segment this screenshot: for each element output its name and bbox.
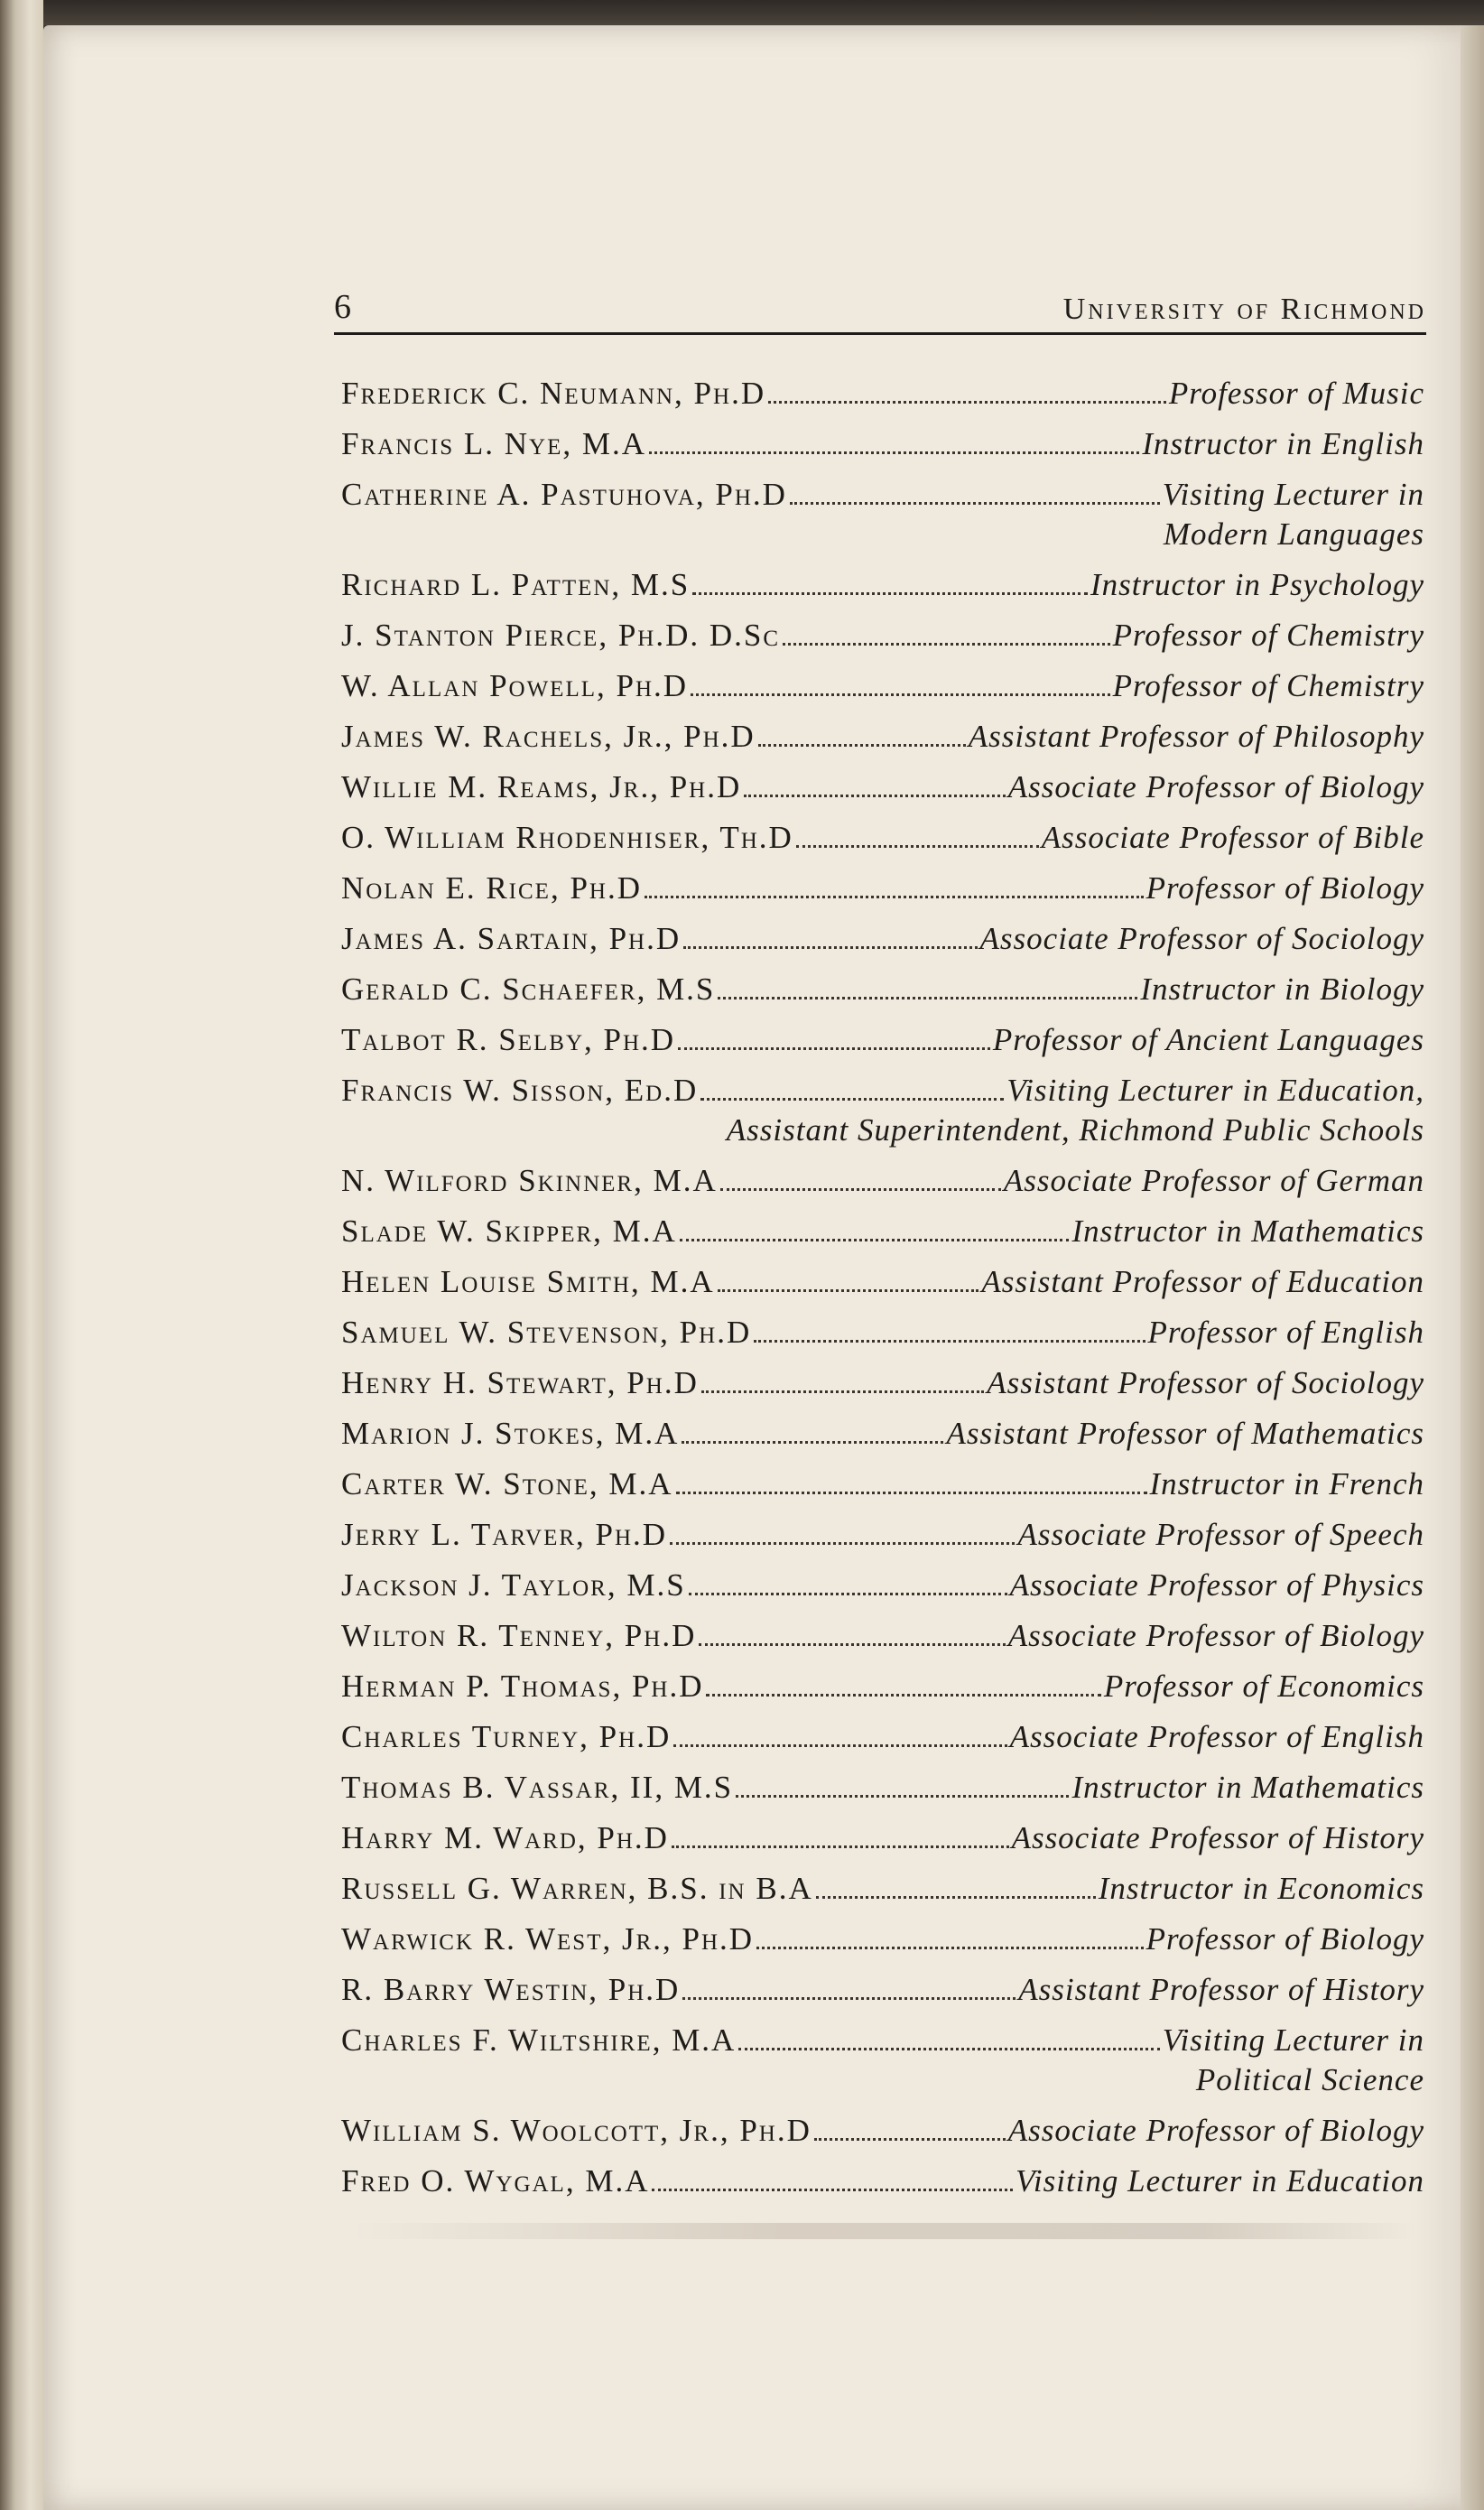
faculty-entry <box>341 970 1424 1009</box>
faculty-entry <box>341 1869 1424 1909</box>
faculty-name: Samuel W. Stevenson, Ph.D <box>341 1315 752 1350</box>
faculty-title: Visiting Lecturer in <box>1162 2022 1424 2058</box>
faculty-title: Associate Professor of Bible <box>1041 820 1424 855</box>
dot-leader <box>720 1188 1001 1191</box>
dot-leader <box>691 693 1110 696</box>
faculty-entry-row <box>341 2161 1424 2201</box>
faculty-name: William S. Woolcott, Jr., Ph.D <box>341 2113 812 2148</box>
faculty-entry <box>341 1020 1424 1060</box>
dot-leader <box>692 592 1088 595</box>
dot-leader <box>790 502 1160 505</box>
faculty-name: Richard L. Patten, M.S <box>341 567 691 602</box>
faculty-name: Charles F. Wiltshire, M.A <box>341 2022 737 2058</box>
faculty-name: Russell G. Warren, B.S. in B.A <box>341 1871 813 1906</box>
faculty-name: R. Barry Westin, Ph.D <box>341 1972 681 2007</box>
dot-leader <box>645 896 1144 898</box>
faculty-entry-row <box>341 767 1424 807</box>
faculty-entry <box>341 1464 1424 1504</box>
faculty-entry-row <box>341 1768 1424 1808</box>
faculty-list <box>341 374 1424 2212</box>
dot-leader <box>678 1047 990 1050</box>
faculty-entry-row <box>341 1717 1424 1757</box>
faculty-title: Professor of Music <box>1168 376 1424 411</box>
faculty-entry-row <box>341 1071 1424 1111</box>
faculty-entry <box>341 767 1424 807</box>
dot-leader <box>683 946 977 949</box>
book-spine <box>0 0 43 2510</box>
faculty-title-continuation: Assistant Superintendent, Richmond Public Schools <box>726 1112 1424 1148</box>
faculty-title: Visiting Lecturer in <box>1162 477 1424 512</box>
faculty-title: Assistant Professor of History <box>1018 1972 1424 2007</box>
faculty-title: Instructor in Biology <box>1140 971 1424 1007</box>
faculty-title: Professor of Chemistry <box>1112 618 1424 653</box>
dot-leader <box>744 795 1005 797</box>
dot-leader <box>756 1947 1144 1949</box>
faculty-entry-row <box>341 374 1424 414</box>
dot-leader <box>706 1694 1100 1697</box>
faculty-title: Associate Professor of Physics <box>1009 1567 1424 1603</box>
faculty-title: Associate Professor of English <box>1009 1719 1424 1754</box>
faculty-name: Charles Turney, Ph.D <box>341 1719 672 1754</box>
faculty-entry <box>341 818 1424 858</box>
faculty-entry <box>341 1212 1424 1251</box>
faculty-title: Associate Professor of German <box>1003 1163 1424 1198</box>
faculty-title: Assistant Professor of Mathematics <box>946 1416 1424 1451</box>
faculty-entry-row <box>341 919 1424 959</box>
faculty-entry-row <box>341 1515 1424 1555</box>
faculty-title: Professor of Economics <box>1103 1669 1424 1704</box>
faculty-entry-row <box>341 970 1424 1009</box>
faculty-name: Harry M. Ward, Ph.D <box>341 1820 669 1855</box>
dot-leader <box>758 744 966 747</box>
faculty-entry-row <box>341 818 1424 858</box>
faculty-entry <box>341 1818 1424 1858</box>
faculty-entry <box>341 1515 1424 1555</box>
faculty-name: Jerry L. Tarver, Ph.D <box>341 1517 668 1552</box>
faculty-entry <box>341 869 1424 908</box>
faculty-entry <box>341 424 1424 464</box>
faculty-entry-row <box>341 1920 1424 1959</box>
faculty-title: Associate Professor of Biology <box>1007 2113 1424 2148</box>
faculty-name: Warwick R. West, Jr., Ph.D <box>341 1921 755 1957</box>
dot-leader <box>672 1845 1009 1848</box>
faculty-entry <box>341 1363 1424 1403</box>
faculty-entry <box>341 717 1424 757</box>
faculty-entry-row <box>341 1363 1424 1403</box>
faculty-title: Associate Professor of Sociology <box>979 921 1424 956</box>
dot-leader <box>738 2048 1159 2050</box>
faculty-entry-row <box>341 1464 1424 1504</box>
faculty-entry-row <box>341 717 1424 757</box>
dot-leader <box>673 1744 1006 1747</box>
faculty-name: J. Stanton Pierce, Ph.D. D.Sc <box>341 618 781 653</box>
faculty-entry <box>341 1717 1424 1757</box>
faculty-entry-row <box>341 1869 1424 1909</box>
faculty-name: O. William Rhodenhiser, Th.D <box>341 820 793 855</box>
faculty-title-continuation: Modern Languages <box>1163 516 1424 552</box>
faculty-entry-row <box>341 616 1424 655</box>
faculty-entry-row <box>341 424 1424 464</box>
faculty-entry <box>341 2161 1424 2201</box>
book-cover-edge <box>0 0 1484 25</box>
faculty-entry-row <box>341 1212 1424 1251</box>
faculty-title: Professor of English <box>1147 1315 1424 1350</box>
faculty-title: Professor of Ancient Languages <box>992 1022 1424 1057</box>
faculty-entry-row <box>341 2021 1424 2060</box>
dot-leader <box>816 1896 1096 1899</box>
dot-leader <box>814 2138 1006 2141</box>
faculty-name: Gerald C. Schaefer, M.S <box>341 971 716 1007</box>
faculty-entry <box>341 1768 1424 1808</box>
faculty-name: Talbot R. Selby, Ph.D <box>341 1022 676 1057</box>
faculty-entry-row <box>341 1414 1424 1454</box>
dot-leader <box>652 2189 1013 2191</box>
faculty-title: Visiting Lecturer in Education <box>1016 2163 1424 2199</box>
faculty-name: Francis L. Nye, M.A <box>341 426 647 461</box>
faculty-title: Associate Professor of Speech <box>1017 1517 1424 1552</box>
faculty-entry <box>341 616 1424 655</box>
faculty-title: Instructor in Economics <box>1098 1871 1424 1906</box>
dot-leader <box>754 1340 1145 1343</box>
faculty-title: Visiting Lecturer in Education, <box>1006 1073 1424 1108</box>
faculty-entry <box>341 666 1424 706</box>
faculty-title: Professor of Biology <box>1145 1921 1424 1957</box>
faculty-title: Instructor in Mathematics <box>1071 1213 1424 1249</box>
faculty-name: N. Wilford Skinner, M.A <box>341 1163 718 1198</box>
faculty-entry-row <box>341 475 1424 515</box>
faculty-title: Associate Professor of History <box>1011 1820 1424 1855</box>
faculty-name: Frederick C. Neumann, Ph.D <box>341 376 766 411</box>
faculty-entry-row <box>341 2111 1424 2151</box>
faculty-entry <box>341 1161 1424 1201</box>
page-number: 6 <box>334 288 351 326</box>
faculty-title-continuation: Political Science <box>1195 2062 1424 2097</box>
faculty-entry <box>341 2021 1424 2100</box>
faculty-entry-row <box>341 1667 1424 1706</box>
dot-leader <box>676 1492 1147 1494</box>
faculty-name: James A. Sartain, Ph.D <box>341 921 682 956</box>
faculty-title: Assistant Professor of Sociology <box>987 1365 1424 1400</box>
page-header <box>334 287 1426 335</box>
faculty-name: Fred O. Wygal, M.A <box>341 2163 650 2199</box>
dot-leader <box>718 997 1137 999</box>
faculty-name: W. Allan Powell, Ph.D <box>341 668 689 703</box>
faculty-entry <box>341 1071 1424 1150</box>
faculty-name: Willie M. Reams, Jr., Ph.D <box>341 769 742 804</box>
dot-leader <box>768 401 1166 404</box>
faculty-title: Professor of Chemistry <box>1112 668 1424 703</box>
dot-leader <box>701 1390 984 1393</box>
faculty-title: Instructor in English <box>1142 426 1424 461</box>
faculty-entry-row <box>341 565 1424 605</box>
faculty-name: James W. Rachels, Jr., Ph.D <box>341 719 756 754</box>
faculty-name: Carter W. Stone, M.A <box>341 1466 673 1501</box>
faculty-entry <box>341 1616 1424 1656</box>
faculty-entry-row <box>341 1566 1424 1605</box>
faculty-entry-row <box>341 1313 1424 1353</box>
page-edge <box>1461 25 1484 2510</box>
dot-leader <box>682 1441 943 1444</box>
dot-leader <box>736 1795 1069 1798</box>
dot-leader <box>680 1239 1070 1241</box>
faculty-entry-row <box>341 1262 1424 1302</box>
faculty-entry-row <box>341 1970 1424 2010</box>
dot-leader <box>670 1542 1015 1545</box>
faculty-entry-row <box>341 1818 1424 1858</box>
dot-leader <box>649 451 1139 454</box>
faculty-entry <box>341 1970 1424 2010</box>
running-head: University of Richmond <box>1062 293 1426 326</box>
faculty-entry <box>341 1313 1424 1353</box>
faculty-name: Nolan E. Rice, Ph.D <box>341 870 642 906</box>
faculty-title: Assistant Professor of Philosophy <box>968 719 1424 754</box>
faculty-name: Herman P. Thomas, Ph.D <box>341 1669 704 1704</box>
faculty-name: Catherine A. Pastuhova, Ph.D <box>341 477 787 512</box>
faculty-entry <box>341 1667 1424 1706</box>
bleed-through-smudge <box>352 2223 1417 2239</box>
faculty-entry-row <box>341 1161 1424 1201</box>
faculty-name: Jackson J. Taylor, M.S <box>341 1567 686 1603</box>
faculty-title: Associate Professor of Biology <box>1007 1618 1424 1653</box>
faculty-name: Slade W. Skipper, M.A <box>341 1213 677 1249</box>
faculty-entry <box>341 919 1424 959</box>
faculty-title: Professor of Biology <box>1145 870 1424 906</box>
faculty-title: Assistant Professor of Education <box>981 1264 1424 1299</box>
faculty-entry <box>341 1920 1424 1959</box>
faculty-entry <box>341 475 1424 554</box>
faculty-name: Marion J. Stokes, M.A <box>341 1416 680 1451</box>
faculty-title: Instructor in Psychology <box>1090 567 1424 602</box>
faculty-title: Associate Professor of Biology <box>1007 769 1424 804</box>
faculty-name: Henry H. Stewart, Ph.D <box>341 1365 699 1400</box>
dot-leader <box>796 845 1039 848</box>
faculty-entry <box>341 1414 1424 1454</box>
dot-leader <box>700 1098 1004 1101</box>
faculty-name: Helen Louise Smith, M.A <box>341 1264 715 1299</box>
dot-leader <box>699 1643 1005 1646</box>
faculty-entry-row <box>341 1020 1424 1060</box>
dot-leader <box>682 1997 1016 2000</box>
faculty-entry-row <box>341 1616 1424 1656</box>
faculty-entry-row <box>341 666 1424 706</box>
faculty-entry <box>341 374 1424 414</box>
faculty-entry <box>341 1262 1424 1302</box>
faculty-entry <box>341 1566 1424 1605</box>
faculty-name: Thomas B. Vassar, II, M.S <box>341 1770 734 1805</box>
dot-leader <box>783 643 1110 646</box>
faculty-name: Wilton R. Tenney, Ph.D <box>341 1618 697 1653</box>
faculty-name: Francis W. Sisson, Ed.D <box>341 1073 699 1108</box>
faculty-entry <box>341 2111 1424 2151</box>
faculty-title: Instructor in Mathematics <box>1071 1770 1424 1805</box>
faculty-title: Instructor in French <box>1149 1466 1424 1501</box>
dot-leader <box>689 1593 1007 1595</box>
dot-leader <box>718 1289 979 1292</box>
faculty-entry-row <box>341 869 1424 908</box>
faculty-entry <box>341 565 1424 605</box>
